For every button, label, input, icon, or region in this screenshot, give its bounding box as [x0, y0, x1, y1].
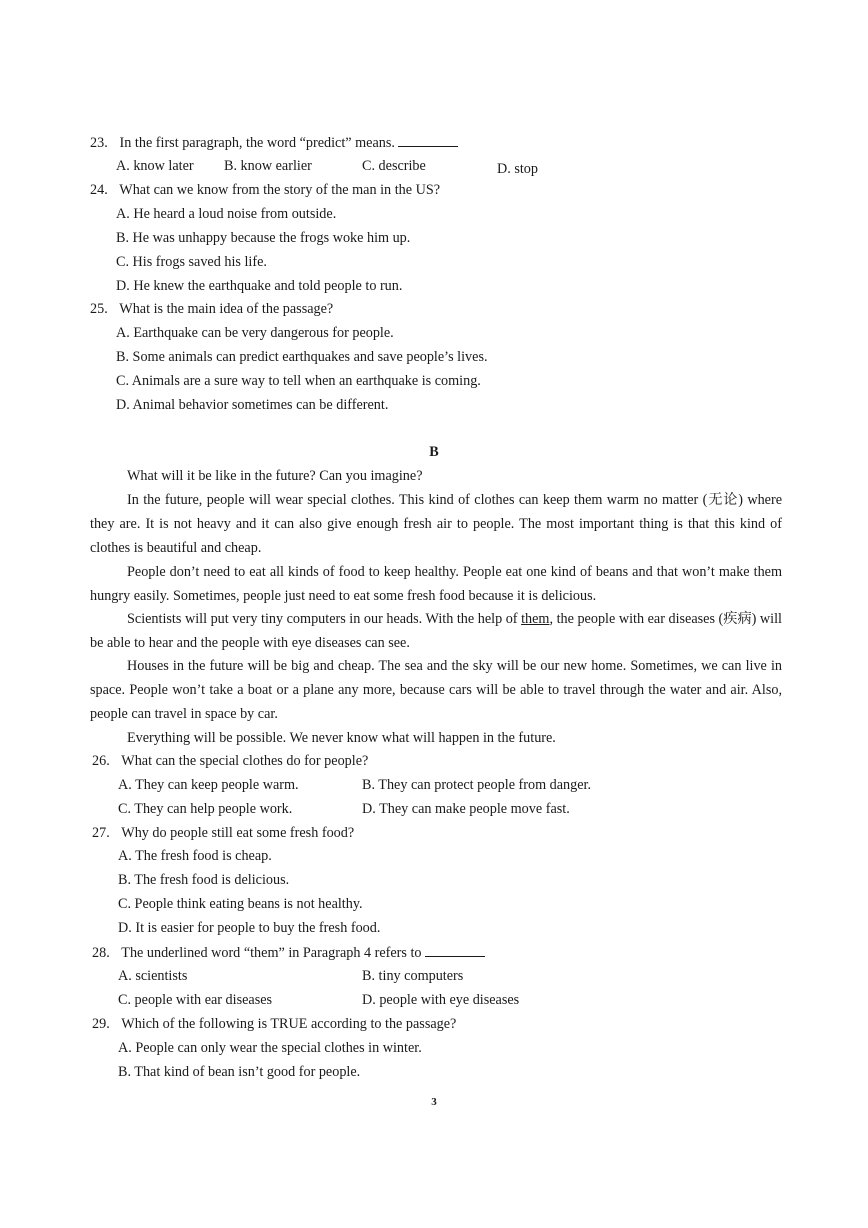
paragraph-text: , the people with ear diseases (疾病) will be able to hear and the people with eye diseases can see. — [90, 611, 782, 651]
q28-option-b: B. tiny computers — [362, 968, 464, 984]
question-28-stem — [92, 943, 485, 962]
section-heading: B — [429, 444, 439, 460]
passage-paragraph-4 — [90, 607, 782, 655]
question-text: In the first paragraph, the word “predict” means. — [119, 135, 395, 151]
q28-option-a: A. scientists — [118, 968, 188, 984]
passage-paragraph-2: In the future, people will wear special clothes. This kind of clothes can keep them warm no matter (无论) where they are. It is not heavy and it can also give enough fresh air to people. The most important thing is that this kind of clothes is beautiful and cheap. — [90, 492, 782, 556]
q25-option-c: C. Animals are a sure way to tell when an earthquake is coming. — [116, 373, 481, 389]
passage-paragraph-1: What will it be like in the future? Can you imagine? — [127, 468, 423, 484]
passage-paragraph-5: Houses in the future will be big and cheap. The sea and the sky will be our new home. Sometimes, we can live in space. People won’t take a boat or a plane any more, because cars will be able to travel through the water and air. Also, people can travel in space by car. — [90, 658, 782, 722]
q29-option-a: A. People can only wear the special clothes in winter. — [118, 1040, 422, 1056]
question-number: 28. — [92, 945, 110, 961]
question-number: 25. — [90, 301, 108, 317]
question-text: What can the special clothes do for people? — [121, 753, 369, 769]
question-number: 23. — [90, 135, 108, 151]
q27-option-c: C. People think eating beans is not healthy. — [118, 896, 363, 912]
question-text: What can we know from the story of the man in the US? — [119, 182, 441, 198]
q27-option-d: D. It is easier for people to buy the fresh food. — [118, 920, 381, 936]
q25-option-d: D. Animal behavior sometimes can be different. — [116, 397, 389, 413]
q26-option-c: C. They can help people work. — [118, 801, 293, 817]
question-number: 27. — [92, 825, 110, 841]
passage-paragraph-3: People don’t need to eat all kinds of food to keep healthy. People eat one kind of beans and that won’t make them hungry easily. Sometimes, people just need to eat some fresh food because it is delicious. — [90, 564, 782, 604]
question-text: Why do people still eat some fresh food? — [121, 825, 355, 841]
question-25-stem — [90, 300, 333, 318]
question-27-stem — [92, 824, 354, 842]
page-number: 3 — [431, 1096, 437, 1108]
passage-paragraph-6: Everything will be possible. We never know what will happen in the future. — [127, 730, 556, 746]
question-number: 26. — [92, 753, 110, 769]
q23-option-a: A. know later — [116, 158, 194, 174]
question-29-stem — [92, 1015, 456, 1033]
q28-option-c: C. people with ear diseases — [118, 992, 273, 1008]
question-number: 24. — [90, 182, 108, 198]
question-text: The underlined word “them” in Paragraph 4 refers to — [121, 945, 422, 961]
q23-option-c: C. describe — [362, 158, 426, 174]
answer-blank — [398, 133, 458, 147]
question-text: Which of the following is TRUE according to the passage? — [121, 1016, 457, 1032]
q26-option-b: B. They can protect people from danger. — [362, 777, 592, 793]
q24-option-d: D. He knew the earthquake and told people to run. — [116, 278, 403, 294]
paragraph-text: Scientists will put very tiny computers in our heads. With the help of — [127, 611, 522, 627]
q23-option-d: D. stop — [497, 161, 538, 177]
q26-option-a: A. They can keep people warm. — [118, 777, 299, 793]
q26-option-d: D. They can make people move fast. — [362, 801, 570, 817]
q24-option-b: B. He was unhappy because the frogs woke him up. — [116, 230, 411, 246]
q24-option-a: A. He heard a loud noise from outside. — [116, 206, 337, 222]
question-23-stem — [90, 133, 458, 152]
q28-option-d: D. people with eye diseases — [362, 992, 520, 1008]
question-24-stem — [90, 181, 440, 199]
q27-option-a: A. The fresh food is cheap. — [118, 848, 272, 864]
question-number: 29. — [92, 1016, 110, 1032]
question-text: What is the main idea of the passage? — [119, 301, 334, 317]
q27-option-b: B. The fresh food is delicious. — [118, 872, 290, 888]
underlined-word: them — [521, 611, 550, 627]
q29-option-b: B. That kind of bean isn’t good for people. — [118, 1064, 361, 1080]
q25-option-b: B. Some animals can predict earthquakes and save people’s lives. — [116, 349, 488, 365]
q25-option-a: A. Earthquake can be very dangerous for people. — [116, 325, 394, 341]
question-26-stem — [92, 752, 368, 770]
q23-option-b: B. know earlier — [224, 158, 312, 174]
answer-blank — [425, 943, 485, 957]
q24-option-c: C. His frogs saved his life. — [116, 254, 267, 270]
